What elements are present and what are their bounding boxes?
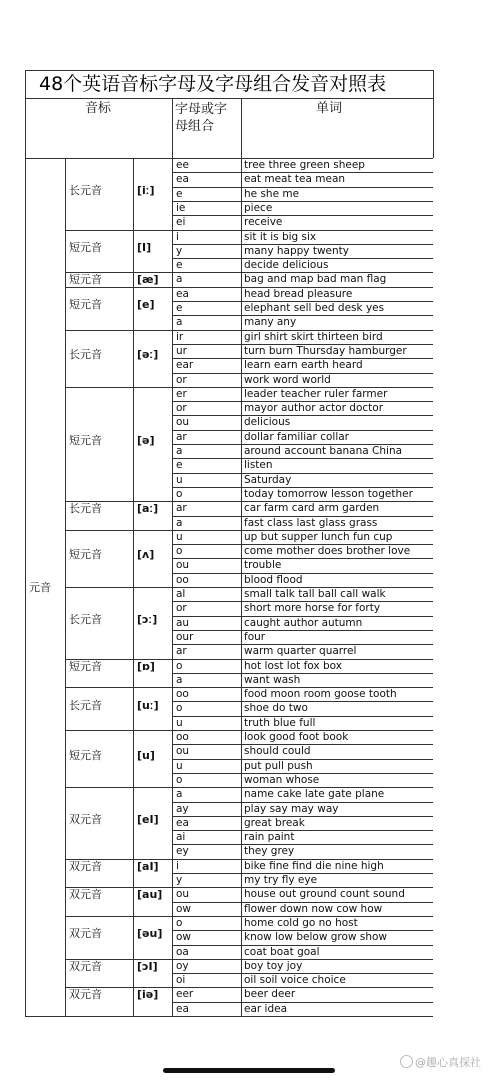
row-rule [172,187,433,188]
phonetic-symbol: [u] [137,748,155,762]
letter-combo: o [176,545,183,558]
letter-combo: a [176,273,183,286]
letter-combo: o [176,916,183,929]
letter-combo: ea [176,816,189,829]
example-words: piece [244,201,273,214]
example-words: head bread pleasure [244,287,353,300]
example-words: delicious [244,416,291,429]
category-label: 元音 [29,581,51,594]
letter-combo: ay [176,802,189,815]
group-rule [65,687,172,688]
example-words: elephant sell bed desk yes [244,302,385,314]
letter-combo: u [176,759,183,772]
letter-combo: ow [176,931,192,944]
example-words: trouble [244,559,282,572]
example-words: look good foot book [244,731,349,743]
title-rule [25,98,433,99]
letter-combo: ea [176,173,189,186]
example-words: put pull push [244,759,313,772]
example-words: should could [244,745,311,758]
example-words: Saturday [244,473,292,486]
vowel-type-label: 双元音 [69,988,102,1002]
vowel-type-label: 短元音 [69,434,102,447]
example-words: bike fine find die nine high [244,859,384,872]
example-words: listen [244,459,273,472]
letter-combo: y [176,244,183,257]
example-words: receive [244,216,283,229]
example-words: boy toy joy [244,959,303,972]
vowel-type-label: 长元音 [69,698,102,712]
example-words: fast class last glass grass [244,516,378,529]
example-words: come mother does brother love [244,545,411,558]
example-words: dollar familiar collar [244,430,349,443]
group-rule [65,916,172,917]
example-words: know low below grow show [244,931,387,944]
vowel-type-label: 短元音 [69,298,102,312]
example-words: around account banana China [244,445,403,457]
row-rule [172,201,433,202]
letter-combo: oo [176,688,189,701]
letter-combo: e [176,187,183,200]
phonetic-symbol: [əu] [137,927,163,941]
row-rule [172,959,433,960]
letter-combo: u [176,716,183,729]
letter-combo: i [176,859,179,872]
letter-combo: ou [176,888,190,901]
letter-combo: ear [176,359,194,372]
group-rule [65,287,172,288]
letter-combo: a [176,673,183,686]
letter-combo: ou [176,559,190,572]
phonetic-symbol: [aː] [137,502,159,516]
example-words: leader teacher ruler farmer [244,387,388,400]
letter-combo: ar [176,645,187,658]
letter-combo: e [176,302,183,314]
vowel-type-label: 长元音 [69,612,102,626]
phonetic-symbol: [iə] [137,988,159,1002]
example-words: name cake late gate plane [244,788,385,801]
group-rule [65,587,172,588]
row-rule [172,215,433,216]
letter-combo: ie [176,201,186,214]
phonetic-symbol: [ɔI] [137,959,158,973]
letter-combo: ur [176,344,187,357]
phonetic-table [25,70,433,1025]
example-words: want wash [244,673,301,686]
vowel-type-label: 双元音 [69,812,102,826]
example-words: rain paint [244,831,295,844]
example-words: play say may way [244,802,339,815]
row-rule [172,415,433,416]
vowel-type-label: 长元音 [69,348,102,362]
example-words: turn burn Thursday hamburger [244,344,407,357]
letter-combo: u [176,473,183,486]
letter-combo: ei [176,216,186,229]
example-words: caught author autumn [244,616,363,629]
letter-combo: e [176,259,183,272]
phonetic-symbol: [ʌ] [137,548,155,562]
row-rule [172,844,433,845]
letter-combo: ow [176,902,192,915]
example-words: they grey [244,845,295,858]
vowel-type-label: 长元音 [69,502,102,516]
letter-combo: a [176,445,183,457]
letter-combo: ir [176,330,184,343]
letter-combo: al [176,588,186,600]
example-words: mayor author actor doctor [244,402,384,415]
letter-combo: our [176,630,194,643]
example-words: small talk tall ball call walk [244,588,386,600]
example-words: warm quarter quarrel [244,645,357,658]
row-rule [172,1016,433,1017]
row-rule [172,315,433,316]
vowel-type-label: 短元音 [69,240,102,254]
example-words: oil soil voice choice [244,974,346,987]
letter-combo: oy [176,959,189,972]
example-words: up but supper lunch fun cup [244,530,393,543]
example-words: my try fly eye [244,874,318,886]
example-words: home cold go no host [244,916,358,929]
example-words: food moon room goose tooth [244,688,397,701]
example-words: short more horse for forty [244,602,381,615]
letter-combo: a [176,316,183,329]
table-top-border [25,70,433,71]
phonetic-symbol: [eI] [137,812,159,826]
example-words: eat meat tea mean [244,173,346,186]
watermark-text: @趣心真探社 [415,1056,481,1069]
example-words: hot lost lot fox box [244,659,342,672]
letter-combo: or [176,402,187,415]
letter-combo: ey [176,845,189,858]
row-rule [172,1002,433,1003]
phonetic-symbol: [au] [137,888,163,902]
letter-combo: ee [176,159,189,171]
example-words: sit it is big six [244,230,317,243]
row-rule [172,458,433,459]
header-words: 单词 [316,101,343,116]
example-words: car farm card arm garden [244,502,380,515]
example-words: decide delicious [244,259,329,272]
letter-combo: o [176,487,183,500]
example-words: blood flood [244,573,303,586]
example-words: tree three green sheep [244,159,365,171]
phonetic-symbol: [aI] [137,859,159,873]
letter-combo: ou [176,416,190,429]
example-words: bag and map bad man flag [244,273,387,286]
letter-combo: ar [176,430,187,443]
letter-combo: ai [176,831,186,844]
watermark-logo-icon [400,1055,413,1068]
vowel-type-label: 双元音 [69,927,102,941]
vowel-type-label: 短元音 [69,273,102,287]
group-rule [65,330,172,331]
letter-combo: oi [176,974,186,987]
letter-combo: ou [176,745,190,758]
table-right-border [433,70,434,158]
letter-combo: er [176,387,187,400]
letter-combo: e [176,459,183,472]
example-words: shoe do two [244,702,308,715]
row-rule [172,673,433,674]
table-title: 48个英语音标字母及字母组合发音对照表 [39,73,387,95]
phonetic-symbol: [ɔː] [137,612,158,626]
letter-combo: or [176,602,187,615]
letter-combo: oo [176,573,189,586]
phonetic-symbol: [uː] [137,698,159,712]
example-words: girl shirt skirt thirteen bird [244,330,383,343]
letter-combo: y [176,874,183,886]
letter-combo: o [176,773,183,786]
letter-combo: eer [176,988,194,1001]
letter-combo: a [176,516,183,529]
row-rule [172,630,433,631]
table-left-border [25,70,26,1016]
example-words: many any [244,316,297,329]
vowel-type-label: 双元音 [69,888,102,902]
phonetic-symbol: [I] [137,240,152,254]
letter-combo: or [176,373,187,386]
phonetic-symbol: [æ] [137,273,159,287]
row-rule [172,558,433,559]
letter-combo: ea [176,1002,189,1015]
phonetic-symbol: [əː] [137,348,159,362]
example-words: work word world [244,373,331,386]
letter-combo: au [176,616,190,629]
letter-combo: ea [176,287,189,300]
vowel-type-label: 长元音 [69,183,102,197]
phonetic-symbol: [ə] [137,434,155,447]
letter-combo: a [176,788,183,801]
letter-combo: o [176,659,183,672]
row-rule [172,473,433,474]
vowel-type-label: 双元音 [69,959,102,973]
watermark [400,1054,481,1070]
example-words: truth blue full [244,716,316,729]
vowel-type-label: 双元音 [69,859,102,873]
group-rule [65,530,172,531]
row-rule [172,830,433,831]
example-words: coat boat goal [244,945,320,958]
vowel-type-label: 短元音 [69,659,102,673]
column-rule [172,98,173,1016]
group-rule [65,230,172,231]
phonetic-symbol: [ɒ] [137,659,155,673]
example-words: beer deer [244,988,296,1001]
example-words: today tomorrow lesson together [244,487,413,500]
vowel-type-label: 短元音 [69,548,102,562]
example-words: ear idea [244,1002,288,1015]
phonetic-symbol: [e] [137,298,155,312]
letter-combo: ar [176,502,187,515]
example-words: woman whose [244,773,320,786]
letter-combo: u [176,530,183,543]
example-words: he she me [244,187,300,200]
group-rule [65,387,172,388]
group-rule [65,787,172,788]
vowel-type-label: 短元音 [69,748,102,762]
letter-combo: oo [176,731,189,743]
letter-combo: oa [176,945,189,958]
example-words: learn earn earth heard [244,359,363,372]
phonetic-symbol: [iː] [137,183,155,197]
group-rule [65,730,172,731]
letter-combo: i [176,230,179,243]
home-indicator[interactable] [163,1068,335,1073]
example-words: many happy twenty [244,244,349,257]
header-rule [25,158,433,159]
letter-combo: o [176,702,183,715]
row-rule [172,987,433,988]
table-bottom-border [25,1016,172,1017]
header-letters: 字母或字母组合 [175,102,228,134]
header-phonetic: 音标 [85,101,112,116]
example-words: great break [244,816,305,829]
example-words: house out ground count sound [244,888,405,901]
column-rule [241,98,242,1016]
example-words: flower down now cow how [244,902,383,915]
example-words: four [244,630,266,643]
